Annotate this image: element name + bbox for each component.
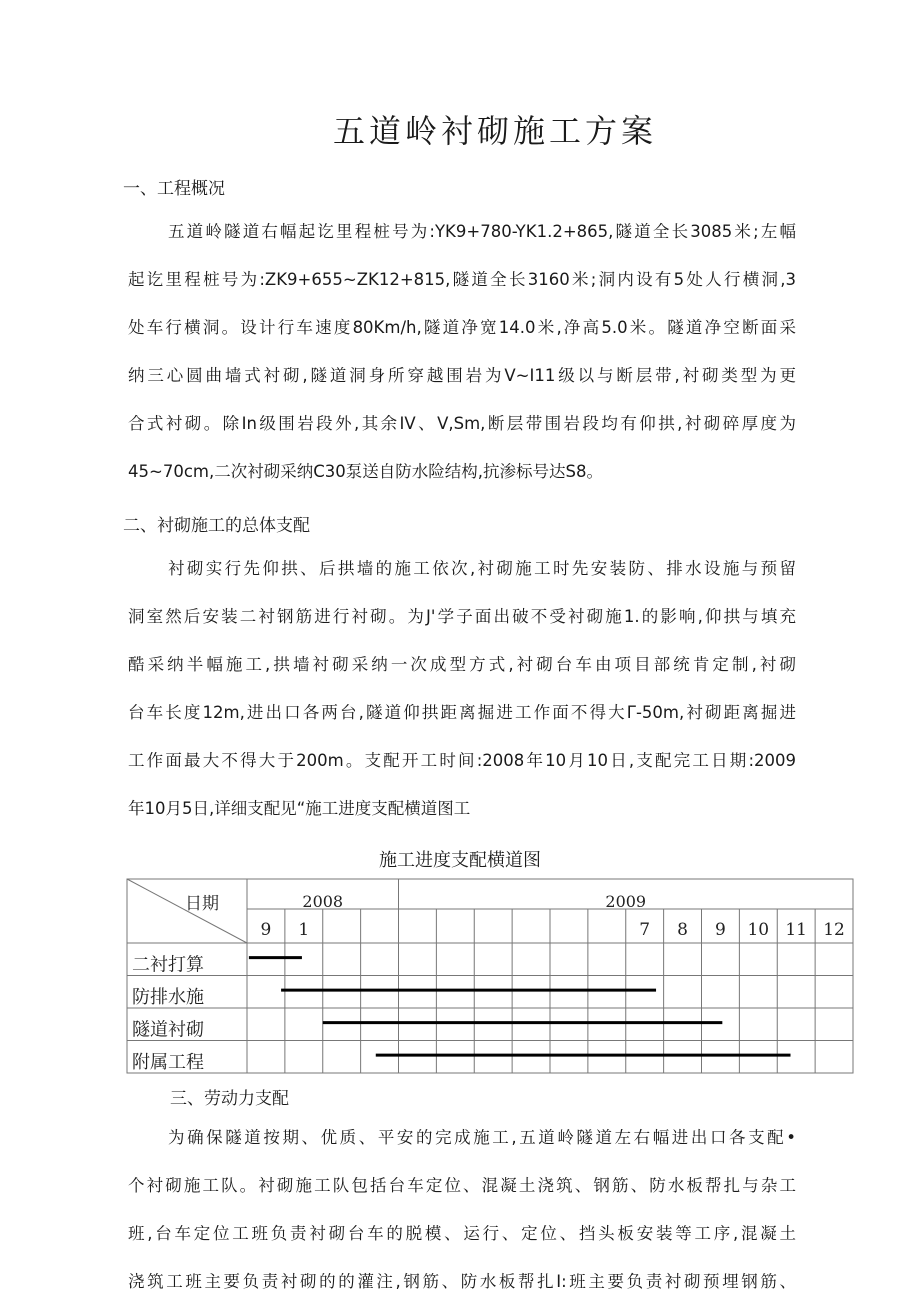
paragraph-line: 台车长度12m,进出口各两台,隧道仰拱距离掘进工作面不得大Γ-50m,衬砌距离掘进 <box>128 703 796 722</box>
paragraph-line: 班,台车定位工班负责衬砌台车的脱模、运行、定位、挡头板安装等工序,混凝土 <box>128 1224 796 1243</box>
paragraph-line: 工作面最大不得大于200m。支配开工时间:2008年10月10日,支配完工日期:2009 <box>128 751 796 770</box>
corner-label: 日期 <box>185 894 219 914</box>
month-label: 8 <box>677 920 688 940</box>
page-title: 五道岭衬砌施工方案 <box>332 112 657 150</box>
paragraph-line: 合式衬砌。除In级围岩段外,其余IV、V,Sm,断层带围岩段均有仰拱,衬砌碎厚度为 <box>128 414 796 433</box>
paragraph-line: 45~70cm,二次衬砌采纳C30泵送自防水险结构,抗渗标号达S8。 <box>128 462 603 481</box>
section-1-heading: 一、工程概况 <box>123 179 225 199</box>
section-3-heading: 三、劳动力支配 <box>170 1089 289 1109</box>
paragraph-line: 五道岭隧道右幅起讫里程桩号为:YK9+780-YK1.2+865,隧道全长3085米;左幅 <box>168 222 796 241</box>
section-2-paragraph <box>128 545 796 833</box>
task-label: 二衬打算 <box>132 954 204 976</box>
paragraph-line: 酷采纳半幅施工,拱墙衬砌采纳一次成型方式,衬砌台车由项目部统肯定制,衬砌 <box>128 655 796 674</box>
month-label: 9 <box>260 920 272 940</box>
paragraph-line: 衬砌实行先仰拱、后拱墙的施工依次,衬砌施工时先安装防、排水设施与预留 <box>168 559 796 578</box>
month-label: 1 <box>298 920 310 940</box>
month-label: 12 <box>823 920 845 940</box>
paragraph-line: 起讫里程桩号为:ZK9+655~ZK12+815,隧道全长3160米;洞内设有5处人行横洞,3 <box>128 270 796 289</box>
paragraph-line: 处车行横洞。设计行车速度80Km/h,隧道净宽14.0米,净高5.0米。隧道净空断面采 <box>128 318 796 337</box>
section-1-paragraph <box>128 208 796 496</box>
gantt-labels <box>132 892 845 1073</box>
section-2-heading: 二、衬砌施工的总体支配 <box>123 516 310 536</box>
section-3-paragraph <box>128 1114 796 1306</box>
month-label: 9 <box>715 920 726 940</box>
paragraph-line: 浇筑工班主要负责衬砌的的灌注,钢筋、防水板帮扎I:班主要负责衬砌预埋钢筋、 <box>128 1272 796 1291</box>
header-diagonal <box>127 879 247 943</box>
task-label: 防排水施 <box>132 987 204 1008</box>
paragraph-line: 纳三心圆曲墙式衬砌,隧道洞身所穿越围岩为V~I11级以与断层带,衬砌类型为更 <box>128 366 796 385</box>
task-label: 附属工程 <box>132 1052 204 1073</box>
task-label: 隧道衬砌 <box>132 1019 204 1041</box>
paragraph-line: 个衬砌施工队。衬砌施工队包括台车定位、混凝土浇筑、钢筋、防水板帮扎与杂工 <box>128 1176 796 1195</box>
year-label: 2009 <box>605 892 647 911</box>
year-label: 2008 <box>302 892 344 911</box>
paragraph-line: 洞室然后安装二衬钢筋进行衬砌。为J'学子面出破不受衬砌施1.的影响,仰拱与填充 <box>128 607 796 626</box>
paragraph-line: 年10月5日,详细支配见“施工进度支配横道图工 <box>128 799 471 818</box>
gantt-grid <box>127 879 853 1073</box>
paragraph-line: 为确保隧道按期、优质、平安的完成施工,五道岭隧道左右幅进出口各支配• <box>168 1128 796 1147</box>
month-label: 10 <box>747 920 770 940</box>
table-border <box>127 879 853 1073</box>
month-label: 7 <box>639 920 651 940</box>
month-label: 11 <box>785 920 808 940</box>
chart-title: 施工进度支配横道图 <box>379 850 541 871</box>
gantt-bars <box>249 958 791 1056</box>
